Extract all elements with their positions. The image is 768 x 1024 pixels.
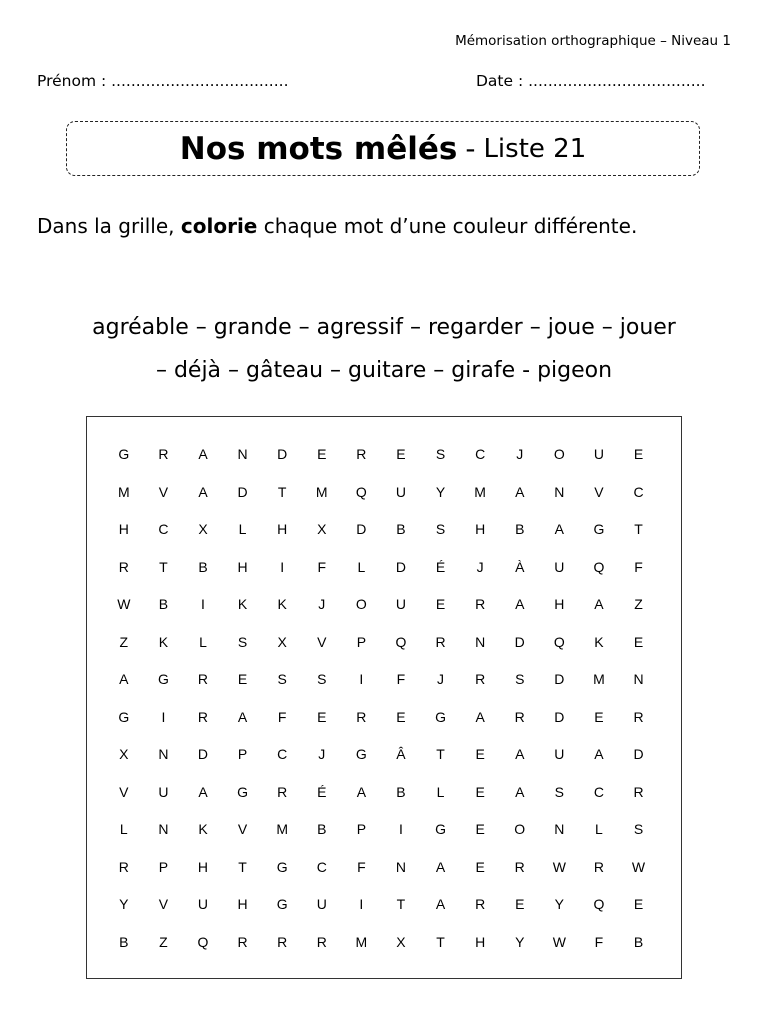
- grid-letter[interactable]: R: [316, 933, 327, 950]
- grid-letter[interactable]: N: [633, 671, 644, 687]
- grid-row: [104, 444, 658, 464]
- grid-letter[interactable]: R: [514, 708, 525, 725]
- page-title: Nos mots mêlés: [179, 130, 458, 167]
- grid-letter[interactable]: A: [475, 708, 485, 725]
- grid-letter[interactable]: D: [554, 708, 565, 725]
- grid-letter[interactable]: L: [357, 558, 366, 575]
- instruction-bold-word: colorie: [180, 214, 258, 238]
- grid-letter[interactable]: Q: [197, 933, 209, 950]
- grid-letter[interactable]: C: [316, 858, 327, 875]
- grid-letter[interactable]: T: [159, 558, 168, 575]
- grid-letter[interactable]: X: [317, 521, 327, 537]
- grid-letter[interactable]: R: [475, 671, 486, 687]
- grid-letter[interactable]: A: [515, 483, 525, 500]
- grid-letter[interactable]: R: [158, 446, 169, 462]
- grid-letter[interactable]: A: [515, 596, 525, 612]
- grid-letter[interactable]: E: [633, 633, 644, 650]
- grid-letter[interactable]: G: [157, 671, 169, 687]
- grid-letter[interactable]: R: [475, 896, 486, 912]
- grid-letter[interactable]: Y: [435, 483, 446, 500]
- grid-letter[interactable]: M: [474, 483, 486, 500]
- grid-letter[interactable]: U: [593, 446, 604, 462]
- grid-row: [104, 707, 658, 727]
- grid-letter[interactable]: V: [237, 821, 248, 837]
- list-number: Liste 21: [483, 133, 587, 164]
- grid-letter[interactable]: Q: [593, 558, 605, 575]
- grid-letter[interactable]: B: [396, 783, 406, 800]
- grid-letter[interactable]: E: [435, 596, 446, 612]
- grid-letter[interactable]: M: [593, 671, 605, 687]
- grid-letter[interactable]: G: [118, 446, 130, 462]
- grid-letter[interactable]: G: [593, 521, 605, 537]
- grid-letter[interactable]: X: [277, 633, 287, 650]
- grid-letter[interactable]: B: [515, 521, 525, 537]
- grid-row: [104, 894, 658, 914]
- grid-letter[interactable]: Y: [119, 896, 129, 912]
- grid-letter[interactable]: E: [633, 896, 644, 912]
- grid-letter[interactable]: N: [475, 633, 486, 650]
- grid-letter[interactable]: W: [552, 933, 566, 950]
- grid-letter[interactable]: O: [514, 821, 526, 837]
- grid-letter[interactable]: S: [554, 783, 564, 800]
- grid-letter[interactable]: A: [594, 596, 604, 612]
- title-separator: -: [465, 132, 476, 165]
- grid-letter[interactable]: V: [158, 483, 169, 500]
- grid-letter[interactable]: I: [201, 596, 205, 612]
- grid-letter[interactable]: Q: [355, 483, 367, 500]
- grid-letter[interactable]: R: [277, 783, 288, 800]
- instruction-after: chaque mot d’une couleur différente.: [257, 214, 638, 238]
- grid-letter[interactable]: A: [435, 858, 446, 875]
- grid-letter[interactable]: Z: [634, 596, 643, 612]
- grid-letter[interactable]: H: [237, 558, 248, 575]
- first-name-field: Prénom : ....................................: [37, 72, 289, 90]
- grid-letter[interactable]: Z: [119, 633, 129, 650]
- grid-letter[interactable]: I: [161, 708, 166, 725]
- grid-letter[interactable]: G: [355, 746, 367, 762]
- grid-letter[interactable]: H: [277, 521, 288, 537]
- grid-letter[interactable]: U: [316, 896, 327, 912]
- grid-letter[interactable]: E: [475, 858, 485, 875]
- grid-letter[interactable]: E: [396, 708, 406, 725]
- grid-letter[interactable]: É: [317, 783, 327, 800]
- grid-letter[interactable]: U: [554, 746, 565, 762]
- grid-letter[interactable]: À: [515, 558, 525, 575]
- grid-letter[interactable]: E: [237, 671, 248, 687]
- grid-letter[interactable]: R: [435, 633, 446, 650]
- grid-letter[interactable]: L: [238, 521, 247, 537]
- grid-letter[interactable]: G: [276, 858, 288, 875]
- grid-letter[interactable]: R: [197, 708, 209, 725]
- grid-letter[interactable]: U: [158, 783, 169, 800]
- instruction-before: Dans la grille,: [37, 214, 181, 238]
- grid-letter[interactable]: L: [199, 633, 207, 650]
- grid-letter[interactable]: D: [554, 671, 565, 687]
- grid-letter[interactable]: N: [395, 858, 407, 875]
- grid-letter[interactable]: O: [355, 596, 367, 612]
- grid-letter[interactable]: H: [475, 521, 486, 537]
- grid-letter[interactable]: S: [435, 446, 446, 462]
- grid-letter[interactable]: X: [119, 746, 129, 762]
- grid-letter[interactable]: T: [436, 746, 445, 762]
- grid-letter[interactable]: S: [515, 671, 525, 687]
- grid-row: [104, 744, 658, 764]
- grid-row: [104, 632, 658, 652]
- grid-letter[interactable]: F: [277, 708, 287, 725]
- grid-letter[interactable]: Q: [553, 633, 565, 650]
- grid-letter[interactable]: T: [634, 521, 643, 537]
- grid-letter[interactable]: E: [317, 446, 327, 462]
- grid-letter[interactable]: J: [318, 746, 326, 762]
- grid-letter[interactable]: K: [594, 633, 604, 650]
- grid-letter[interactable]: B: [158, 596, 169, 612]
- grid-letter[interactable]: P: [158, 858, 169, 875]
- grid-letter[interactable]: R: [356, 708, 367, 725]
- grid-letter[interactable]: A: [594, 746, 604, 762]
- grid-letter[interactable]: L: [595, 821, 603, 837]
- grid-letter[interactable]: A: [356, 783, 367, 800]
- grid-letter[interactable]: N: [158, 746, 169, 762]
- grid-row: [104, 782, 658, 802]
- grid-letter[interactable]: T: [436, 933, 445, 950]
- instruction-text: [37, 207, 731, 245]
- grid-letter[interactable]: S: [277, 671, 287, 687]
- grid-letter[interactable]: Z: [159, 933, 168, 950]
- grid-letter[interactable]: A: [554, 521, 564, 537]
- grid-letter[interactable]: D: [633, 746, 644, 762]
- grid-letter[interactable]: W: [631, 858, 646, 875]
- grid-row: [104, 594, 658, 614]
- grid-letter[interactable]: B: [119, 933, 129, 950]
- grid-letter[interactable]: I: [280, 558, 285, 575]
- grid-letter[interactable]: A: [198, 783, 208, 800]
- grid-letter[interactable]: U: [395, 596, 407, 612]
- grid-letter[interactable]: J: [476, 558, 484, 575]
- grid-letter[interactable]: U: [197, 896, 209, 912]
- grid-letter[interactable]: K: [158, 633, 169, 650]
- grid-letter[interactable]: P: [356, 821, 367, 837]
- grid-letter[interactable]: R: [118, 858, 129, 875]
- grid-letter[interactable]: C: [593, 783, 604, 800]
- grid-letter[interactable]: U: [395, 483, 407, 500]
- grid-letter[interactable]: R: [633, 708, 644, 725]
- grid-letter[interactable]: A: [198, 483, 208, 500]
- grid-row: [104, 932, 658, 952]
- grid-letter[interactable]: H: [118, 521, 129, 537]
- grid-letter[interactable]: B: [317, 821, 327, 837]
- title-box: [66, 121, 700, 176]
- grid-letter[interactable]: C: [633, 483, 644, 500]
- grid-letter[interactable]: F: [357, 858, 366, 875]
- grid-row: [104, 819, 658, 839]
- grid-letter[interactable]: D: [237, 483, 248, 500]
- grid-letter[interactable]: Q: [593, 896, 605, 912]
- grid-letter[interactable]: K: [198, 821, 208, 837]
- grid-letter[interactable]: M: [117, 483, 130, 500]
- grid-letter[interactable]: E: [633, 446, 644, 462]
- grid-letter[interactable]: R: [514, 858, 525, 875]
- grid-letter[interactable]: Q: [395, 633, 407, 650]
- grid-letter[interactable]: E: [317, 708, 327, 725]
- grid-letter[interactable]: N: [158, 821, 169, 837]
- grid-letter[interactable]: X: [198, 521, 208, 537]
- grid-letter[interactable]: G: [435, 821, 446, 837]
- grid-letter[interactable]: H: [237, 896, 248, 912]
- grid-letter[interactable]: G: [276, 896, 288, 912]
- grid-letter[interactable]: K: [237, 596, 248, 612]
- grid-letter[interactable]: S: [237, 633, 248, 650]
- grid-letter[interactable]: U: [554, 558, 565, 575]
- grid-letter[interactable]: F: [317, 558, 327, 575]
- grid-letter[interactable]: R: [197, 671, 209, 687]
- grid-letter[interactable]: F: [594, 933, 604, 950]
- grid-letter[interactable]: N: [237, 446, 248, 462]
- grid-letter[interactable]: S: [317, 671, 327, 687]
- grid-letter[interactable]: Â: [396, 746, 406, 762]
- grid-letter[interactable]: E: [475, 783, 485, 800]
- grid-row: [104, 557, 658, 577]
- grid-letter[interactable]: A: [237, 708, 248, 725]
- grid-letter[interactable]: D: [356, 521, 367, 537]
- grid-row: [104, 519, 658, 539]
- grid-letter[interactable]: G: [118, 708, 130, 725]
- grid-letter[interactable]: Y: [554, 896, 564, 912]
- grid-letter[interactable]: R: [118, 558, 129, 575]
- grid-letter[interactable]: M: [315, 483, 328, 500]
- grid-letter[interactable]: D: [395, 558, 407, 575]
- grid-letter[interactable]: T: [396, 896, 406, 912]
- grid-letter[interactable]: D: [197, 746, 209, 762]
- grid-letter[interactable]: P: [356, 633, 367, 650]
- grid-row: [104, 669, 658, 689]
- grid-letter[interactable]: F: [396, 671, 406, 687]
- grid-letter[interactable]: C: [277, 746, 288, 762]
- grid-letter[interactable]: T: [277, 483, 287, 500]
- grid-letter[interactable]: S: [633, 821, 644, 837]
- grid-letter[interactable]: N: [554, 483, 565, 500]
- grid-letter[interactable]: W: [552, 858, 566, 875]
- grid-letter[interactable]: F: [634, 558, 643, 575]
- word-list: [30, 306, 738, 392]
- grid-letter[interactable]: V: [119, 783, 129, 800]
- grid-letter[interactable]: H: [197, 858, 209, 875]
- grid-letter[interactable]: N: [554, 821, 565, 837]
- grid-letter[interactable]: E: [475, 821, 485, 837]
- grid-letter[interactable]: É: [435, 558, 446, 575]
- grid-row: [104, 482, 658, 502]
- grid-letter[interactable]: I: [359, 896, 364, 912]
- grid-letter[interactable]: A: [198, 446, 208, 462]
- grid-letter[interactable]: B: [198, 558, 208, 575]
- grid-letter[interactable]: J: [318, 596, 326, 612]
- grid-letter[interactable]: A: [435, 896, 446, 912]
- grid-letter[interactable]: J: [437, 671, 445, 687]
- grid-letter[interactable]: V: [317, 633, 327, 650]
- grid-letter[interactable]: A: [515, 746, 525, 762]
- word-list-line-1: agréable – grande – agressif – regarder – joue – jouer: [92, 315, 676, 340]
- grid-letter[interactable]: E: [515, 896, 525, 912]
- grid-letter[interactable]: I: [399, 821, 403, 837]
- word-list-line-2: – déjà – gâteau – guitare – girafe - pigeon: [155, 358, 613, 383]
- date-field: Date : ....................................: [476, 72, 706, 90]
- grid-letter[interactable]: B: [396, 521, 406, 537]
- grid-letter[interactable]: R: [593, 858, 604, 875]
- grid-letter[interactable]: I: [359, 671, 364, 687]
- grid-letter[interactable]: V: [594, 483, 604, 500]
- grid-letter[interactable]: O: [553, 446, 565, 462]
- grid-letter[interactable]: G: [237, 783, 249, 800]
- grid-letter[interactable]: C: [158, 521, 169, 537]
- grid-letter[interactable]: M: [355, 933, 368, 950]
- grid-letter[interactable]: T: [238, 858, 247, 875]
- grid-letter[interactable]: S: [435, 521, 446, 537]
- grid-letter[interactable]: L: [119, 821, 128, 837]
- grid-letter[interactable]: Y: [515, 933, 525, 950]
- grid-letter[interactable]: X: [396, 933, 406, 950]
- grid-letter[interactable]: C: [475, 446, 486, 462]
- grid-letter[interactable]: E: [594, 708, 604, 725]
- grid-letter[interactable]: K: [277, 596, 287, 612]
- grid-letter[interactable]: H: [475, 933, 486, 950]
- grid-letter[interactable]: B: [633, 933, 644, 950]
- grid-letter[interactable]: P: [237, 746, 248, 762]
- grid-letter[interactable]: E: [475, 746, 485, 762]
- word-search-grid: [86, 416, 682, 979]
- grid-letter[interactable]: R: [633, 783, 644, 800]
- grid-letter[interactable]: G: [435, 708, 446, 725]
- grid-letter[interactable]: R: [356, 446, 367, 462]
- grid-letter[interactable]: A: [515, 783, 525, 800]
- grid-letter[interactable]: W: [117, 596, 131, 612]
- grid-letter[interactable]: M: [276, 821, 288, 837]
- grid-letter[interactable]: R: [237, 933, 248, 950]
- grid-letter[interactable]: D: [277, 446, 288, 462]
- grid-letter[interactable]: V: [158, 896, 169, 912]
- level-header: Mémorisation orthographique – Niveau 1: [455, 33, 731, 49]
- grid-letter[interactable]: L: [436, 783, 445, 800]
- grid-row: [104, 857, 658, 877]
- grid-letter[interactable]: R: [475, 596, 486, 612]
- grid-letter[interactable]: H: [554, 596, 565, 612]
- grid-letter[interactable]: J: [516, 446, 524, 462]
- grid-letter[interactable]: R: [277, 933, 288, 950]
- grid-letter[interactable]: A: [119, 671, 129, 687]
- grid-letter[interactable]: E: [396, 446, 406, 462]
- grid-letter[interactable]: D: [514, 633, 525, 650]
